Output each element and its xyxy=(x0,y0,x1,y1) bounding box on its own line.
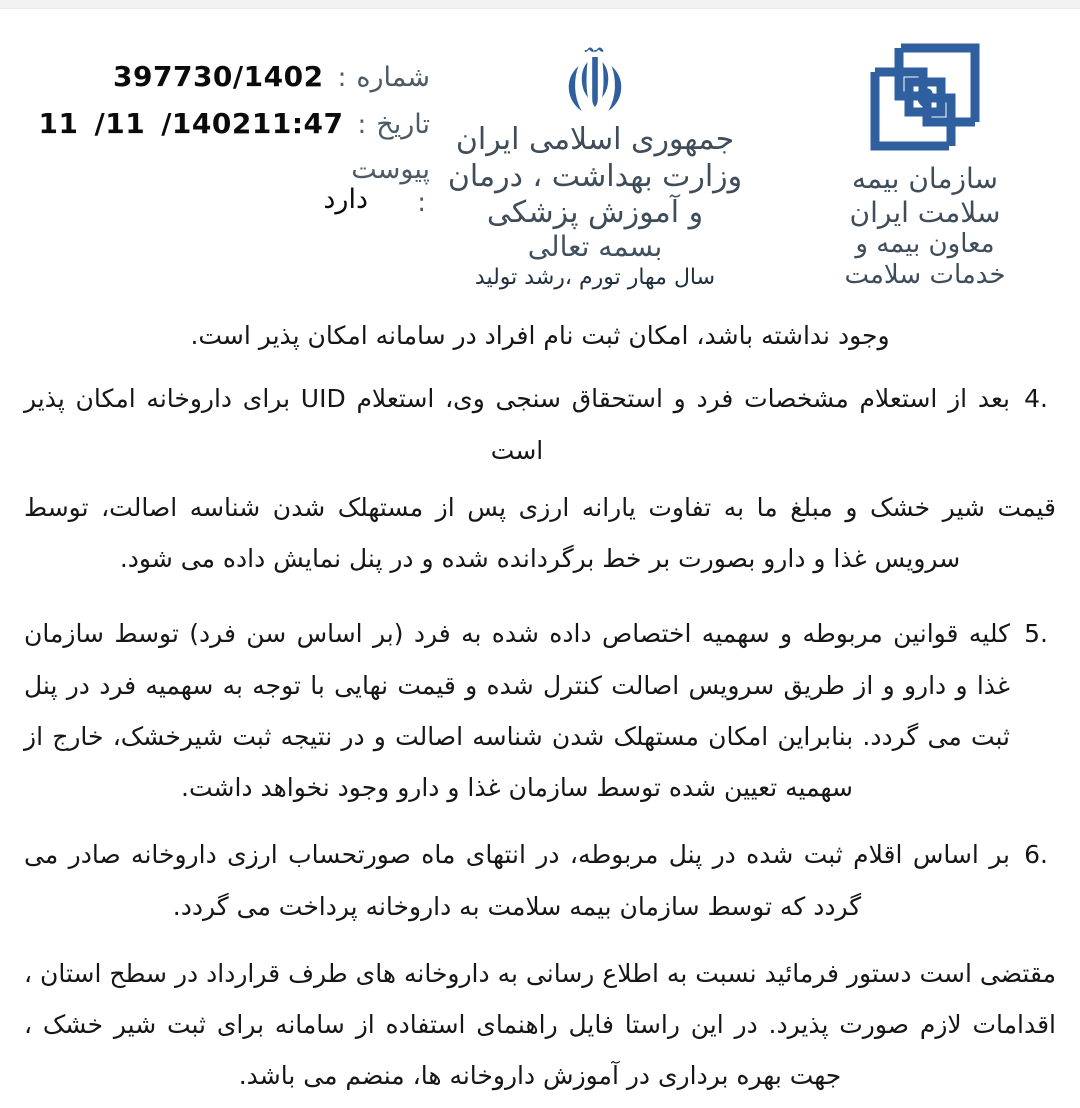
list-item-text: کلیه قوانین مربوطه و سهمیه اختصاص داده شده به فرد (بر اساس سن فرد) توسط سازمان غذا و دارو و از طریق سرویس اصالت کنترل شده و قیمت نهایی با توجه به سهمیه فرد در پنل ثبت می گردد. بنابراین امکان مستهلک شدن شناسه اصالت و در نتیجه ثبت شیرخشک، خارج از سهمیه تعیین شده توسط سازمان غذا و دارو وجود نخواهد داشت. xyxy=(24,619,1010,802)
document-number-year: /1402 xyxy=(232,60,324,93)
document-number-row xyxy=(10,60,430,93)
document-number-colon: : xyxy=(337,63,347,93)
list-number: 4. xyxy=(1024,384,1048,414)
document-meta-block xyxy=(10,60,430,230)
list-number: 6. xyxy=(1024,840,1048,870)
ministry-name xyxy=(430,122,760,232)
basmala-text: بسمه تعالی xyxy=(527,229,663,263)
ministry-line-3: و آموزش پزشکی xyxy=(486,195,704,231)
organization-identity-block xyxy=(780,38,1070,292)
spacer xyxy=(24,363,1056,373)
body-paragraph-item-5 xyxy=(24,608,1056,813)
date-year: /1402 xyxy=(161,107,252,140)
document-date-row xyxy=(10,107,430,140)
organization-line-4: خدمات سلامت xyxy=(844,260,1006,291)
list-number: 5. xyxy=(1024,619,1048,649)
attachment-value: دارد xyxy=(323,184,368,215)
document-number-serial: 397730 xyxy=(113,60,233,93)
document-date-colon: : xyxy=(357,110,367,140)
year-slogan: سال مهار تورم ،رشد تولید xyxy=(474,264,716,290)
iran-health-insurance-logo-icon xyxy=(865,38,985,156)
organization-name xyxy=(780,162,1070,292)
ministry-identity-block xyxy=(430,44,760,290)
organization-line-1: سازمان بیمه xyxy=(852,162,998,195)
ministry-line-2: وزارت بهداشت ، درمان xyxy=(447,158,743,194)
attachment-label: پیوست xyxy=(351,154,430,185)
spacer xyxy=(24,819,1056,829)
document-date-value xyxy=(23,107,344,140)
iran-national-emblem-icon xyxy=(554,44,636,118)
ministry-line-1: جمهوری اسلامی ایران xyxy=(455,122,735,157)
letter-body xyxy=(0,310,1080,1108)
list-item-text: بر اساس اقلام ثبت شده در پنل مربوطه، در انتهای ماه صورتحساب ارزی داروخانه صادر می گردد که توسط سازمان بیمه سلامت به داروخانه پرداخت می گردد. xyxy=(24,840,1010,921)
body-paragraph-item-6 xyxy=(24,829,1056,932)
body-paragraph-price-note: قیمت شیر خشک و مبلغ ما به تفاوت یارانه ارزی پس از مستهلک شدن شناسه اصالت، توسط سرویس غذا و دارو بصورت بر خط برگردانده شده و در پنل نمایش داده می شود. xyxy=(24,492,1056,573)
document-date-label: تاریخ xyxy=(376,109,430,140)
body-paragraph: وجود نداشته باشد، امکان ثبت نام افراد در سامانه امکان پذیر است. xyxy=(190,321,890,350)
document-number-label: شماره xyxy=(356,62,430,93)
list-item-text: بعد از استعلام مشخصات فرد و استحقاق سنجی وی، استعلام UID برای داروخانه امکان پذیر است xyxy=(24,384,1010,465)
spacer xyxy=(24,586,1056,608)
attachment-colon: : xyxy=(417,188,426,218)
letterhead xyxy=(0,8,1080,308)
date-time: 11:47 xyxy=(251,107,344,140)
document-number-value xyxy=(97,60,324,93)
organization-line-3: معاون بیمه و xyxy=(855,229,995,260)
body-paragraph-closing: مقتضی است دستور فرمائید نسبت به اطلاع رسانی به داروخانه های طرف قرارداد در سطح استان ، اقدامات لازم صورت پذیرد. در این راستا فایل راهنمای استفاده از سامانه برای ثبت شیر خشک ، جهت بهره برداری در آموزش داروخانه ها، منضم می باشد. xyxy=(24,958,1056,1091)
body-paragraph-item-4 xyxy=(24,373,1056,476)
date-day: 11 xyxy=(38,107,79,140)
date-month: /11 xyxy=(94,107,146,140)
document-attachment-row xyxy=(10,154,430,230)
organization-line-2: سلامت ایران xyxy=(849,195,1001,229)
spacer xyxy=(24,938,1056,948)
